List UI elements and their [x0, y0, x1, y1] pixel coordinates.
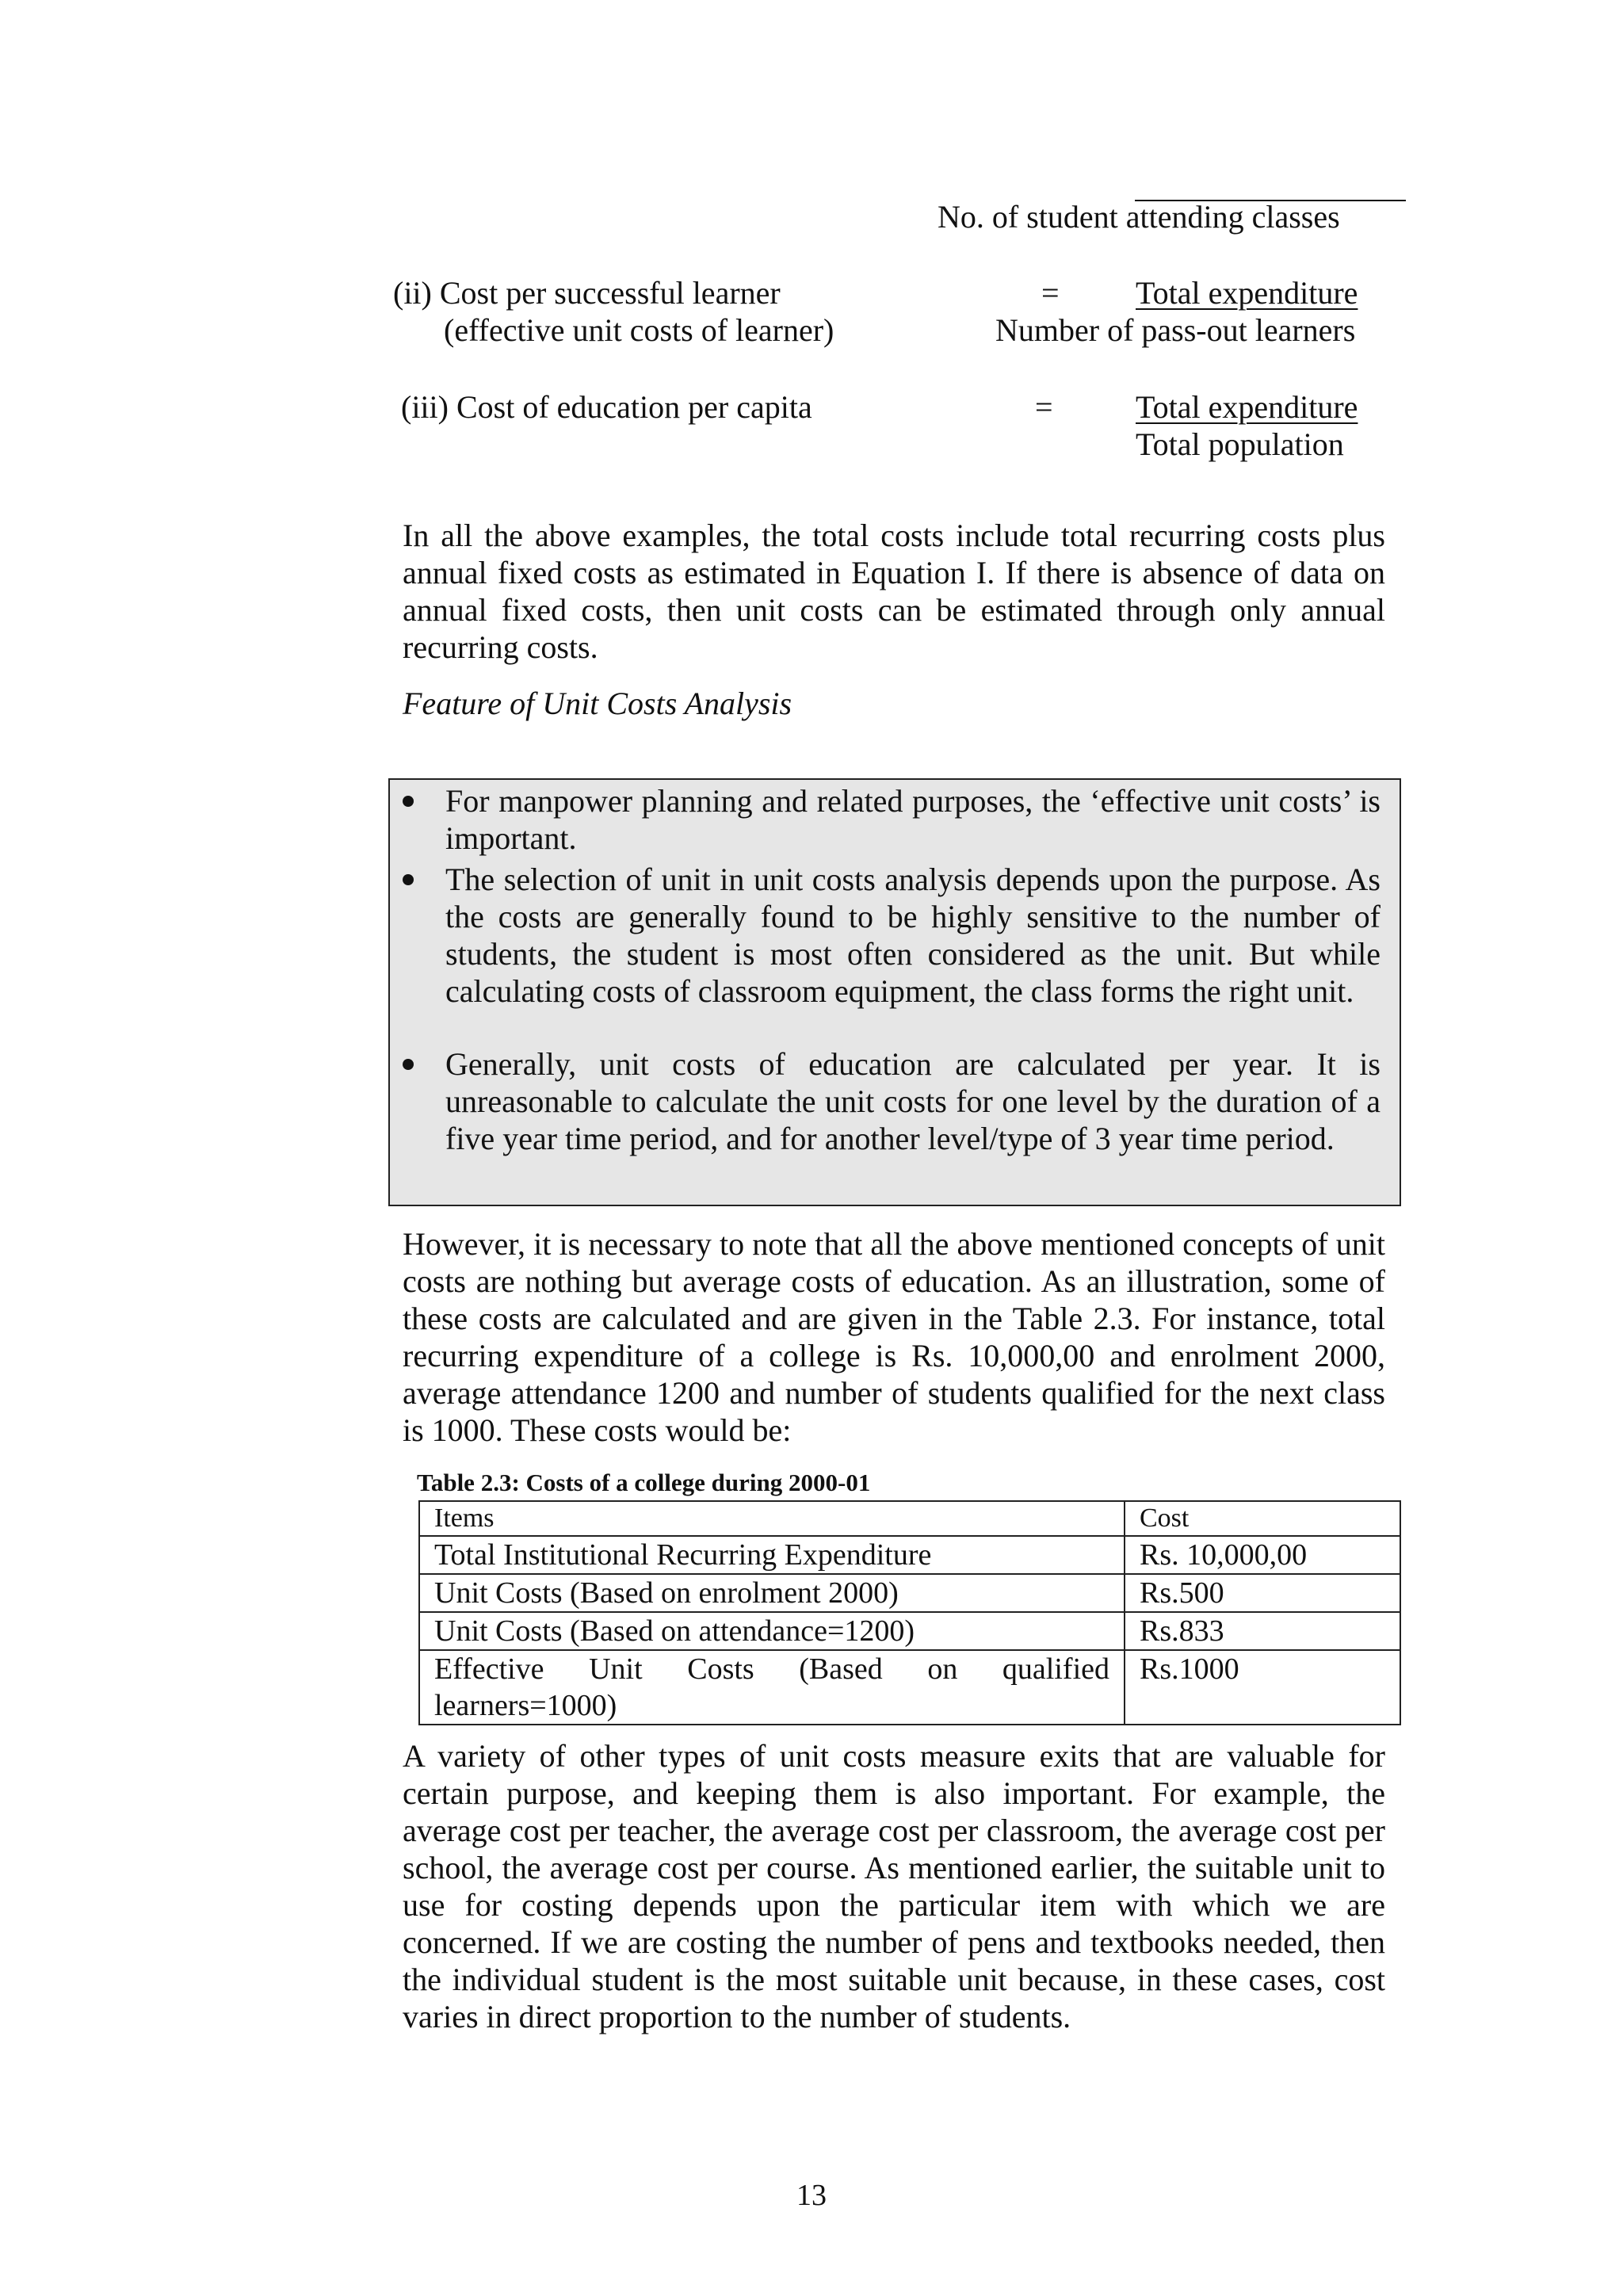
table-row — [419, 1574, 1400, 1612]
bullet-text: Generally, unit costs of education are calculated per year. It is unreasonable to calculate the unit costs for one level by the duration of a five year time period, and for another level/type of 3 year time period. — [445, 1046, 1381, 1156]
table-header-cost: Cost — [1125, 1501, 1400, 1536]
top-denominator: No. of student attending classes — [938, 199, 1340, 235]
paragraph-total-costs: In all the above examples, the total costs include total recurring costs plus annual fixed costs as estimated in Equation I. If there is absence of data on annual fixed costs, then unit costs can be estimated through only annual recurring costs. — [403, 518, 1385, 665]
formula-ii-equals: = — [1041, 275, 1060, 311]
table-cell-item: Unit Costs (Based on enrolment 2000) — [419, 1574, 1125, 1612]
table-caption: Table 2.3: Costs of a college during 2000-01 — [417, 1469, 871, 1496]
bullet-text: The selection of unit in unit costs analysis depends upon the purpose. As the costs are generally found to be highly sensitive to the number of students, the student is most often considered as the unit. But while calculating costs of classroom equipment, the class forms the right unit. — [445, 861, 1381, 1009]
formula-ii-denominator: Number of pass-out learners — [995, 312, 1356, 348]
page-number: 13 — [796, 2179, 827, 2212]
feature-box — [388, 778, 1401, 1206]
formula-iii-label: (iii) Cost of education per capita — [401, 389, 812, 425]
bullet-icon — [403, 796, 414, 807]
table-row — [419, 1536, 1400, 1574]
bullet-text: For manpower planning and related purposes, the ‘effective unit costs’ is important. — [445, 783, 1381, 856]
table-cell-item-line1: Effective Unit Costs (Based on qualified — [434, 1652, 1109, 1686]
table-row — [419, 1650, 1400, 1725]
table-cell-cost: Rs. 10,000,00 — [1125, 1536, 1400, 1574]
bullet-icon — [403, 1059, 414, 1070]
formula-iii-equals: = — [1035, 389, 1053, 425]
paragraph-average-costs: However, it is necessary to note that all the above mentioned concepts of unit costs are nothing but average costs of education. As an illustration, some of these costs are calculated and are given in the Table 2.3. For instance, total recurring expenditure of a college is Rs. 10,000,00 and enrolment 2000, average attendance 1200 and number of students qualified for the next class is 1000. These costs would be: — [403, 1226, 1385, 1448]
table-cell-cost: Rs.833 — [1125, 1612, 1400, 1650]
table-cell-item — [419, 1650, 1125, 1725]
table-row — [419, 1612, 1400, 1650]
feature-heading: Feature of Unit Costs Analysis — [403, 686, 792, 721]
table-header-row — [419, 1501, 1400, 1536]
table-cell-cost: Rs.500 — [1125, 1574, 1400, 1612]
formula-ii-numerator: Total expenditure — [1136, 275, 1358, 311]
table-cell-cost: Rs.1000 — [1125, 1650, 1400, 1725]
paragraph-other-unit-costs: A variety of other types of unit costs measure exits that are valuable for certain purpose, and keeping them is also important. For example, the average cost per teacher, the average cost per classroom, the average cost per school, the average cost per course. As mentioned earlier, the suitable unit to use for costing depends upon the particular item with which we are concerned. If we are costing the number of pens and textbooks needed, then the individual student is the most suitable unit because, in these cases, cost varies in direct proportion to the number of students. — [403, 1738, 1385, 2034]
formula-iii-numerator: Total expenditure — [1136, 389, 1358, 425]
table-cell-item: Total Institutional Recurring Expenditure — [419, 1536, 1125, 1574]
table-header-items: Items — [419, 1501, 1125, 1536]
formula-ii-sublabel: (effective unit costs of learner) — [444, 312, 834, 348]
table-cell-item: Unit Costs (Based on attendance=1200) — [419, 1612, 1125, 1650]
formula-ii-label: (ii) Cost per successful learner — [393, 275, 781, 311]
costs-table — [418, 1500, 1401, 1725]
bullet-icon — [403, 874, 414, 885]
formula-iii-denominator: Total population — [1136, 426, 1344, 462]
table-cell-item-line2: learners=1000) — [434, 1689, 617, 1722]
